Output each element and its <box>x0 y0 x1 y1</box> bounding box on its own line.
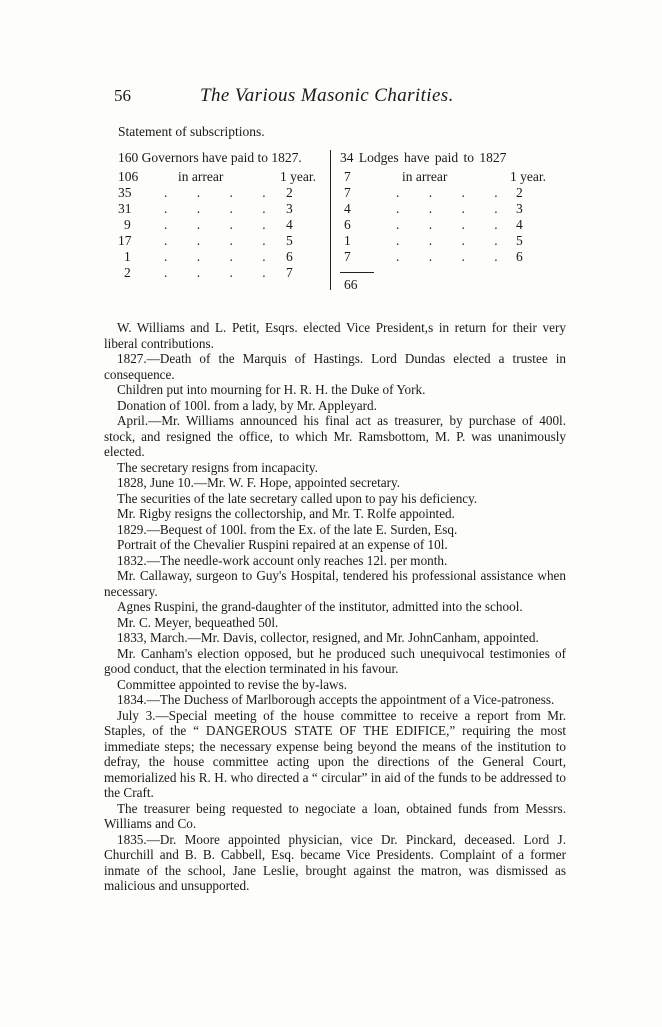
lodges-heading: 34 Lodges have paid to 1827 <box>340 150 507 165</box>
paragraph: Portrait of the Chevalier Ruspini repaired at an expense of 10l. <box>117 537 448 552</box>
paragraph: 1834.—The Duchess of Marlborough accepts the appointment of a Vice-patroness. <box>117 692 555 707</box>
total-rule <box>340 272 374 273</box>
governor-count: 1 <box>124 249 131 264</box>
governor-count: 35 <box>118 185 132 200</box>
arrear-years: 1 year. <box>280 169 316 184</box>
arrear-years: 3 <box>516 201 523 216</box>
leader-dots: . . . . <box>396 201 511 216</box>
lodge-count: 1 <box>344 233 351 248</box>
arrear-years: 2 <box>286 185 293 200</box>
paragraph: 1827.—Death of the Marquis of Hastings. Lord Dundas elected a trustee in consequence. <box>104 351 566 382</box>
paragraph: 1828, June 10.—Mr. W. F. Hope, appointed secretary. <box>117 475 401 490</box>
paragraph: 1833, March.—Mr. Davis, collector, resigned, and Mr. JohnCanham, appointed. <box>117 630 539 645</box>
governor-count: 2 <box>124 265 131 280</box>
paragraph: Agnes Ruspini, the grand-daughter of the institutor, admitted into the school. <box>117 599 523 614</box>
body-text <box>104 320 566 894</box>
running-title: The Various Masonic Charities. <box>200 85 454 106</box>
arrear-years: 6 <box>516 249 523 264</box>
governor-count: 31 <box>118 201 132 216</box>
paragraph: April.—Mr. Williams announced his final act as treasurer, by purchase of 400l. stock, and resigned the office, to which Mr. Ramsbottom, M. P. was unanimously elected. <box>104 413 566 459</box>
leader-dots: . . . . <box>164 217 279 232</box>
leader-dots: . . . . <box>164 233 279 248</box>
paragraph: Mr. Callaway, surgeon to Guy's Hospital, tendered his professional assistance when necessary. <box>104 568 566 599</box>
leader-dots: . . . . <box>396 249 511 264</box>
paragraph: 1835.—Dr. Moore appointed physician, vice Dr. Pinckard, deceased. Lord J. Churchill and B. B. Cabbell, Esq. became Vice Presidents. Complaint of a former inmate of the school, Jane Leslie, brought against the matron, was dismissed as malicious and unsupported. <box>104 831 566 893</box>
governor-count: 17 <box>118 233 132 248</box>
governors-table <box>118 150 326 290</box>
lodge-count: 4 <box>344 201 351 216</box>
leader-dots: . . . . <box>396 185 511 200</box>
lodge-count: 6 <box>344 217 351 232</box>
lodge-count: 7 <box>344 249 351 264</box>
arrear-years: 4 <box>516 217 523 232</box>
arrear-years: 5 <box>286 233 293 248</box>
paragraph: Mr. Rigby resigns the collectorship, and Mr. T. Rolfe appointed. <box>117 506 455 521</box>
leader-dots: . . . . <box>396 217 511 232</box>
paragraph: The secretary resigns from incapacity. <box>117 459 318 475</box>
paragraph: The securities of the late secretary called upon to pay his deficiency. <box>117 490 478 506</box>
paragraph: Donation of 100l. from a lady, by Mr. Appleyard. <box>117 397 377 413</box>
arrear-years: 2 <box>516 185 523 200</box>
lodges-table <box>340 150 562 295</box>
governor-count: 9 <box>124 217 131 232</box>
lodge-count: 7 <box>344 185 351 200</box>
paragraph: Committee appointed to revise the by-laws. <box>117 676 347 692</box>
leader-dots: . . . . <box>164 201 279 216</box>
column-divider <box>330 150 331 290</box>
paragraph: 1832.—The needle-work account only reaches 12l. per month. <box>117 552 448 568</box>
page-number: 56 <box>114 86 131 105</box>
leader-dots: . . . . <box>164 249 279 264</box>
arrear-years: 4 <box>286 217 293 232</box>
leader-dots: . . . . <box>164 265 279 280</box>
governors-heading: 160 Governors have paid to 1827. <box>118 150 302 165</box>
governor-count: 106 <box>118 169 139 184</box>
paragraph: 1829.—Bequest of 100l. from the Ex. of the late E. Surden, Esq. <box>117 521 458 537</box>
arrear-years: 6 <box>286 249 293 264</box>
paragraph: July 3.—Special meeting of the house committee to receive a report from Mr. Staples, of the “ DANGEROUS STATE OF THE EDIFICE,” requiring the most immediate steps; the necessary expense being beyond the means of the institution to defray, the house committee acting upon the directions of the General Court, memorialized his R. H. who directed a “ circular” in aid of the funds to be addressed to the Craft. <box>104 707 566 800</box>
leader-dots: . . . . <box>396 233 511 248</box>
leader-dots: . . . . <box>164 185 279 200</box>
arrear-label: in arrear <box>402 169 448 184</box>
lodge-count: 7 <box>344 169 351 184</box>
arrear-years: 1 year. <box>510 169 546 184</box>
statement-title: Statement of subscriptions. <box>118 124 265 139</box>
lodges-total: 66 <box>344 277 358 292</box>
paragraph: Mr. Canham's election opposed, but he produced such unequivocal testimonies of good conduct, that the election terminated in his favour. <box>104 645 566 676</box>
paragraph: Mr. C. Meyer, bequeathed 50l. <box>117 614 279 630</box>
page-header <box>114 86 564 112</box>
paragraph: The treasurer being requested to negociate a loan, obtained funds from Messrs. Williams and Co. <box>104 800 566 831</box>
arrear-years: 7 <box>286 265 293 280</box>
arrear-label: in arrear <box>178 169 224 184</box>
arrear-years: 5 <box>516 233 523 248</box>
arrear-years: 3 <box>286 201 293 216</box>
paragraph: Children put into mourning for H. R. H. the Duke of York. <box>117 382 426 397</box>
paragraph: W. Williams and L. Petit, Esqrs. elected Vice President,s in return for their very liberal contributions. <box>104 320 566 351</box>
